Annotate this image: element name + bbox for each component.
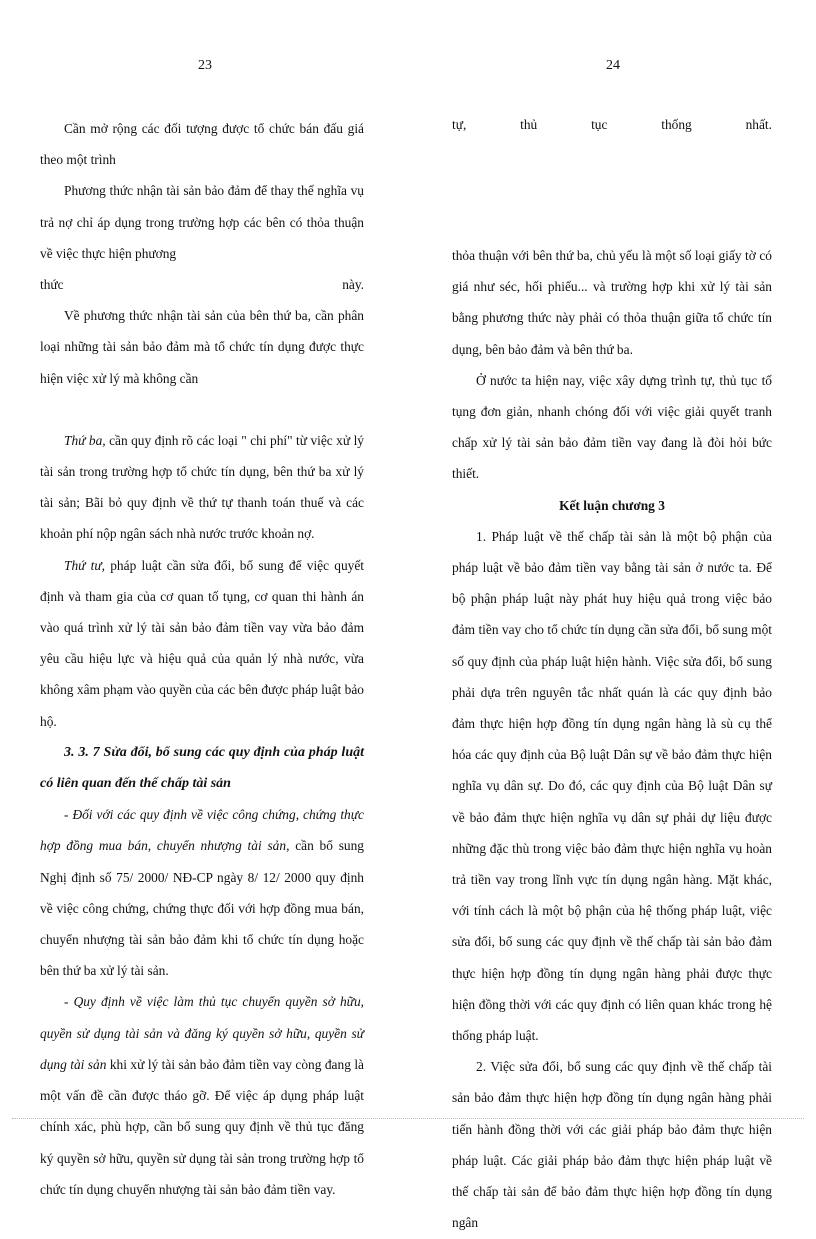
paragraph-text: pháp luật cần sửa đổi, bổ sung để việc quyết định và tham gia của cơ quan tố tụng, cơ quan thi hành án vào quá trình xử lý tài sản bảo đảm tiền vay vừa bảo đảm yêu cầu hiệu lực và hiệu quả của quản lý nhà nước, vừa không xâm phạm vào quyền của các bên được pháp luật bảo hộ. <box>40 557 364 729</box>
word: này. <box>342 277 364 293</box>
paragraph-text: cần bổ sung Nghị định số 75/ 2000/ NĐ-CP ngày 8/ 12/ 2000 quy định về việc công chứng, chứng thực đối với hợp đồng mua bán, chuyển nhượng tài sản bảo đảm khi tổ chức tín dụng hoặc bên thứ ba xử lý tài sản. <box>40 838 364 979</box>
paragraph <box>40 799 364 986</box>
word: thống <box>661 117 692 132</box>
emphasis: - Đối với các quy định về việc công chứng, chứng thực hợp đồng mua bán, chuyển nhượng tài sản, <box>40 807 364 854</box>
word: nhất. <box>745 117 772 132</box>
emphasis: Thứ tư, <box>64 557 106 573</box>
paragraph: 1. Pháp luật về thế chấp tài sản là một bộ phận của pháp luật về bảo đảm tiền vay bằng tài sản ở nước ta. Để bộ phận pháp luật này phát huy hiệu quả trong việc bảo đảm tiền vay cho tổ chức tín dụng cần sửa đổi, bổ sung một số quy định của pháp luật hiện hành. Việc sửa đổi, bổ sung phải dựa trên nguyên tắc nhất quán là các quy định bảo đảm thực hiện hợp đồng tín dụng ngân hàng là sù cụ thể hóa các quy định của Bộ luật Dân sự về bảo đảm thực hiện nghĩa vụ dân sự. Do đó, các quy định của Bộ luật Dân sự về bảo đảm thực hiện nghĩa vụ dân sự phải dự liệu được những đặc thù trong việc bảo đảm thực hiện nghĩa vụ hoàn trả tiền vay trong lĩnh vực tín dụng ngân hàng. Mặt khác, với tính cách là một bộ phận của hệ thống pháp luật, việc sửa đổi, bổ sung các quy định về thế chấp tài sản bảo đảm thực hiện hợp đồng tín dụng ngân hàng phải được thực hiện đồng thời với các quy định có liên quan khác trong hệ thống pháp luật. <box>452 528 772 1044</box>
right-page-top-line <box>452 109 772 140</box>
right-page-text <box>452 240 772 1239</box>
paragraph: thỏa thuận với bên thứ ba, chủ yếu là một số loại giấy tờ có giá như séc, hối phiếu... và trường hợp khi xử lý tài sản bằng phương thức này phải có thỏa thuận giữa tổ chức tín dụng, bên bảo đảm và bên thứ ba. <box>452 248 772 357</box>
paragraph: Ở nước ta hiện nay, việc xây dựng trình tự, thủ tục tố tụng đơn giản, nhanh chóng đối với việc giải quyết tranh chấp xử lý tài sản bảo đảm tiền vay đang là đòi hỏi bức thiết. <box>452 372 772 482</box>
paragraph-text: khi xử lý tài sản bảo đảm tiền vay còng đang là một vấn đề cần được tháo gỡ. Để việc áp dụng pháp luật chính xác, phù hợp, cần bổ sung quy định về thủ tục đăng ký quyền sở hữu, quyền sử dụng tài sản trong trường hợp tổ chức tín dụng chuyển nhượng tài sản bảo đảm tiền vay. <box>40 1056 364 1197</box>
paragraph: 2. Việc sửa đổi, bổ sung các quy định về thế chấp tài sản bảo đảm thực hiện hợp đồng tín dụng ngân hàng phải tiến hành đồng thời với các giải pháp bảo đảm thực hiện pháp luật. Các giải pháp bảo đảm thực hiện pháp luật về thế chấp tài sản để bảo đảm thực hiện hợp đồng tín dụng ngân <box>452 1059 772 1231</box>
chapter-conclusion-heading: Kết luận chương 3 <box>559 497 665 513</box>
emphasis: Thứ ba, <box>64 432 106 448</box>
page-number-right: 24 <box>606 58 620 73</box>
paragraph <box>40 986 364 1204</box>
left-page-text <box>40 113 364 1205</box>
section-heading: 3. 3. 7 Sửa đổi, bổ sung các quy định của pháp luật có liên quan đến thế chấp tài sản <box>40 744 364 792</box>
blank-line <box>40 394 364 425</box>
paragraph: Về phương thức nhận tài sản của bên thứ ba, cần phân loại những tài sản bảo đảm mà tổ chức tín dụng được thực hiện việc xử lý mà không cần <box>40 308 364 386</box>
word: thủ <box>520 117 538 132</box>
paragraph: Phương thức nhận tài sản bảo đảm để thay thế nghĩa vụ trả nợ chỉ áp dụng trong trường hợp các bên có thỏa thuận về việc thực hiện phương <box>40 183 364 261</box>
word: thức <box>40 277 64 293</box>
page-number-left: 23 <box>198 58 212 73</box>
paragraph-text: cần quy định rõ các loại " chi phí" từ việc xử lý tài sản trong trường hợp tổ chức tín dụng, bên thứ ba xử lý tài sản; Bãi bỏ quy định về thứ tự thanh toán thuế và các khoản phí nộp ngân sách nhà nước trước khoản nợ. <box>40 432 364 542</box>
page-bottom-divider <box>12 1118 804 1120</box>
paragraph <box>40 550 364 737</box>
emphasis: - Quy định về việc làm thủ tục chuyển quyền sở hữu, quyền sử dụng tài sản và đăng ký quyền sở hữu, quyền sử dụng tài sản <box>40 994 364 1072</box>
paragraph-last-line <box>40 269 364 300</box>
paragraph: Cần mở rộng các đối tượng được tổ chức bán đấu giá theo một trình <box>40 121 364 168</box>
word: tục <box>591 117 608 132</box>
word: tự, <box>452 117 467 132</box>
paragraph <box>40 425 364 550</box>
paragraph-last-line <box>452 109 772 140</box>
